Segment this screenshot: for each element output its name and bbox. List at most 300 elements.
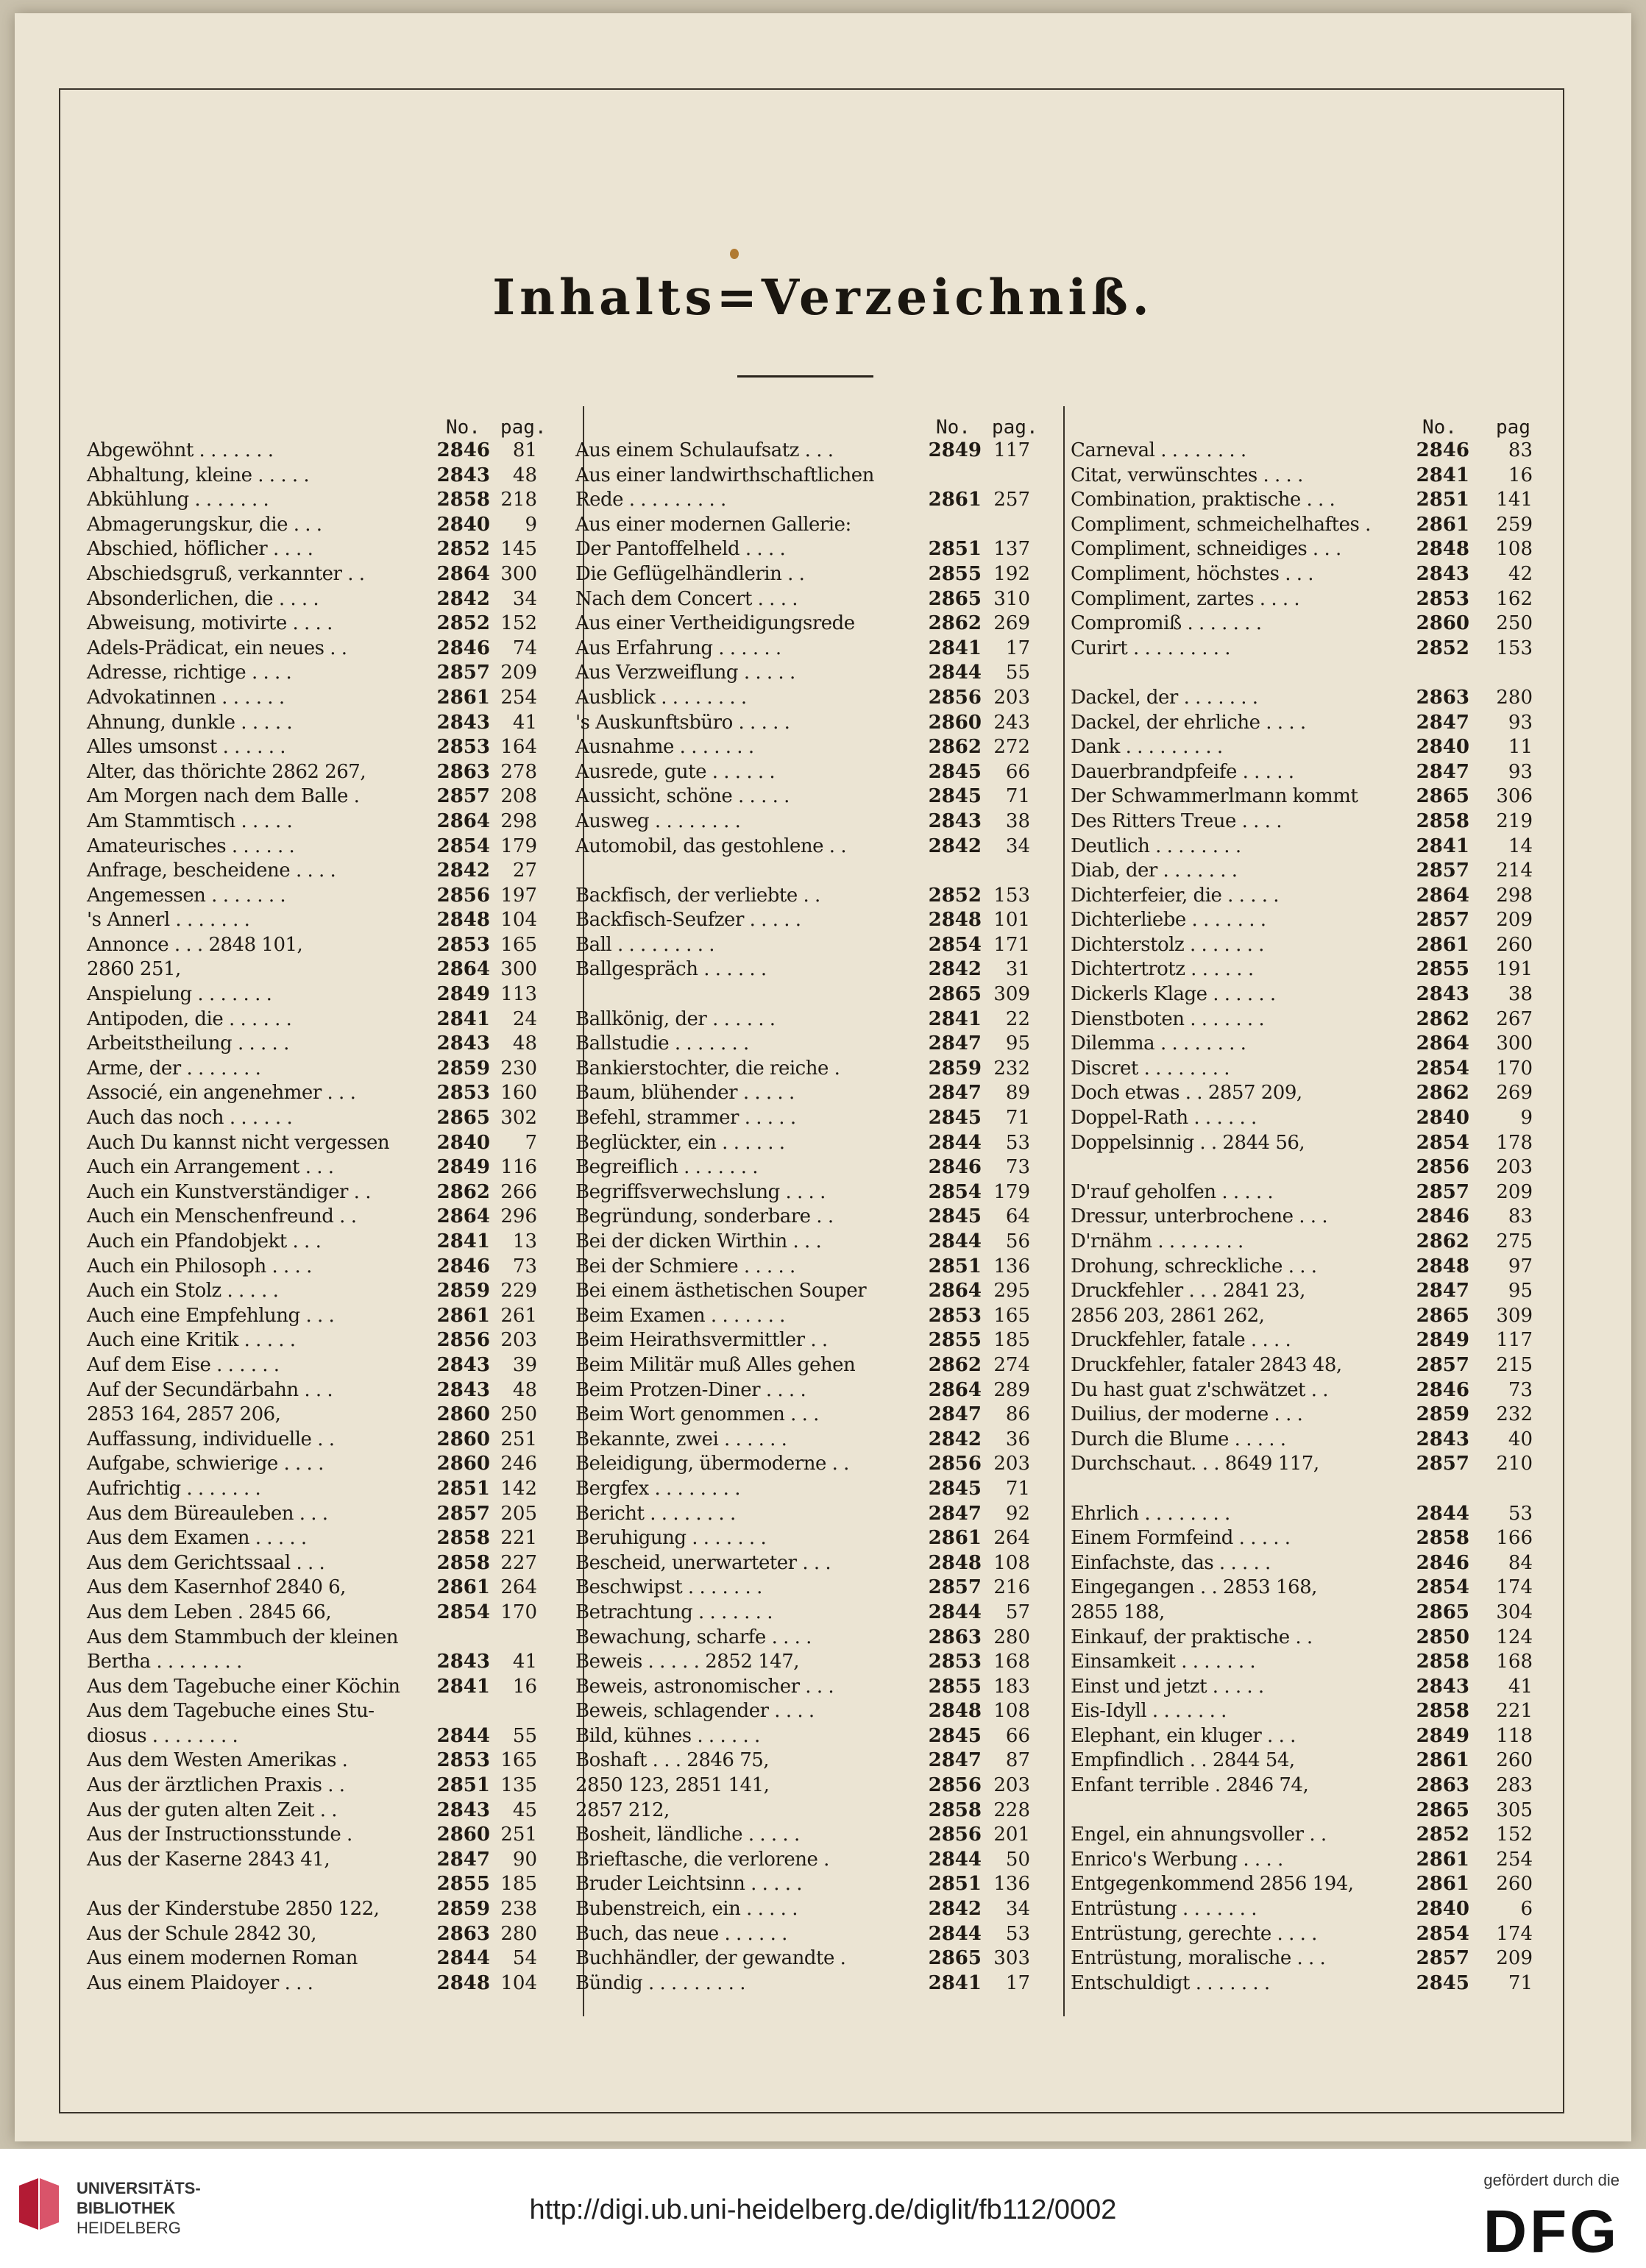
entry-page: 246 [500, 1453, 537, 1475]
entry-title: Begründung, sonderbare . . [575, 1205, 834, 1228]
index-entry [87, 1748, 558, 1773]
entry-number: 2845 [928, 760, 982, 783]
entry-page: 108 [993, 1700, 1030, 1723]
entry-number: 2865 [436, 1107, 490, 1130]
index-entry [575, 1452, 1046, 1477]
entry-number: 2843 [928, 809, 982, 832]
index-entry [87, 1328, 558, 1353]
entry-number: 2845 [928, 785, 982, 808]
entry-title: Beim Examen . . . . . . . [575, 1304, 785, 1327]
entry-title: Aus der Schule 2842 30, [87, 1922, 316, 1945]
index-entry [575, 1650, 1046, 1675]
entry-page: 192 [993, 562, 1030, 585]
entry-number: 2865 [1416, 1304, 1469, 1327]
entry-page: 203 [993, 1453, 1030, 1475]
entry-page: 22 [1005, 1007, 1030, 1030]
entry-number: 2851 [1416, 489, 1469, 511]
entry-number: 2865 [1416, 785, 1469, 808]
index-column-2 [575, 412, 1046, 1996]
header-pag: pag [1496, 417, 1530, 439]
entry-number: 2844 [436, 1724, 490, 1747]
index-entry [87, 1626, 558, 1651]
entry-title: Auch ein Philosoph . . . . [87, 1255, 312, 1277]
index-entry [87, 1106, 558, 1131]
entry-title: Nach dem Concert . . . . [575, 587, 798, 610]
entry-page: 83 [1508, 439, 1533, 461]
entry-number: 2864 [436, 809, 490, 832]
index-entry [87, 1378, 558, 1403]
entry-number: 2843 [436, 1353, 490, 1376]
entry-page: 55 [1005, 662, 1030, 684]
entry-page: 55 [512, 1724, 537, 1747]
entry-number: 2844 [1416, 1502, 1469, 1525]
index-entry [575, 1255, 1046, 1280]
entry-page: 45 [512, 1799, 537, 1821]
entry-page: 300 [500, 958, 537, 981]
index-entry [1071, 1650, 1542, 1675]
index-entry [575, 1799, 1046, 1824]
entry-number: 2846 [436, 439, 490, 461]
entry-page: 31 [1005, 958, 1030, 981]
entry-page: 174 [1496, 1922, 1533, 1945]
entry-title: Duilius, der moderne . . . [1071, 1403, 1303, 1426]
index-entry [87, 982, 558, 1007]
index-entry [87, 1081, 558, 1106]
entry-number: 2856 [928, 1453, 982, 1475]
entry-title: Dackel, der ehrliche . . . . [1071, 711, 1306, 734]
entry-title: Aus der Instructionsstunde . [87, 1824, 352, 1846]
entry-title: D'rauf geholfen . . . . . [1071, 1180, 1274, 1203]
entry-title: Bericht . . . . . . . . [575, 1502, 736, 1525]
entry-title: Associé, ein angenehmer . . . [87, 1082, 356, 1105]
entry-number: 2855 [928, 1329, 982, 1352]
entry-title: Boshaft . . . 2846 75, [575, 1749, 770, 1772]
entry-title: Advokatinnen . . . . . . [87, 686, 285, 709]
index-entry [87, 1032, 558, 1057]
index-column-3 [1071, 412, 1542, 1996]
entry-page: 295 [993, 1280, 1030, 1303]
entry-page: 136 [993, 1873, 1030, 1896]
index-entry [87, 1823, 558, 1848]
entry-number: 2843 [436, 1651, 490, 1673]
entry-number: 2857 [1416, 1180, 1469, 1203]
page-title: Inhalts=Verzeichniß. [492, 269, 1154, 326]
index-entry [1071, 1428, 1542, 1453]
index-entry [87, 809, 558, 834]
entry-page: 95 [1508, 1280, 1533, 1303]
entry-number: 2861 [1416, 513, 1469, 536]
entry-number: 2846 [1416, 1551, 1469, 1574]
entry-title: Ballgespräch . . . . . . [575, 958, 767, 981]
entry-page: 218 [500, 489, 537, 511]
index-entry [87, 957, 558, 982]
entry-number: 2860 [1416, 612, 1469, 635]
entry-number: 2859 [1416, 1403, 1469, 1426]
entry-number: 2846 [436, 637, 490, 659]
entry-number: 2843 [1416, 983, 1469, 1006]
header-pag: pag. [992, 417, 1038, 439]
source-url-link[interactable]: http://digi.ub.uni-heidelberg.de/diglit/fb112/0002 [529, 2194, 1117, 2225]
entry-title: Auch ein Kunstverständiger . . [87, 1180, 371, 1203]
entry-title: Beweis . . . . . 2852 147, [575, 1651, 800, 1673]
entry-page: 267 [1496, 1007, 1533, 1030]
index-entry [87, 1551, 558, 1576]
column-separator [1063, 406, 1065, 2016]
entry-number: 2860 [436, 1403, 490, 1426]
entry-page: 179 [993, 1180, 1030, 1203]
entry-page: 48 [512, 1032, 537, 1055]
index-entry [575, 1428, 1046, 1453]
entry-number: 2858 [436, 1527, 490, 1550]
index-entry [87, 784, 558, 809]
entry-page: 142 [500, 1477, 537, 1500]
entry-title: Abmagerungskur, die . . . [87, 513, 322, 536]
entry-number: 2856 [436, 884, 490, 907]
entry-page: 221 [500, 1527, 537, 1550]
entry-title: Abgewöhnt . . . . . . . [87, 439, 274, 461]
index-entry [87, 1971, 558, 1996]
entry-page: 168 [993, 1651, 1030, 1673]
entry-number: 2848 [1416, 1255, 1469, 1277]
footer-bar [0, 2149, 1646, 2268]
entry-page: 160 [500, 1082, 537, 1105]
entry-title: Aus einem modernen Roman [87, 1947, 358, 1970]
index-entry [1071, 1255, 1542, 1280]
entry-page: 104 [500, 909, 537, 932]
entry-page: 209 [1496, 1180, 1533, 1203]
entry-page: 296 [500, 1205, 537, 1228]
entry-page: 92 [1005, 1502, 1030, 1525]
entry-title: Doch etwas . . 2857 209, [1071, 1082, 1302, 1105]
index-entry [1071, 1773, 1542, 1799]
entry-page: 34 [1005, 834, 1030, 857]
index-entry [87, 1576, 558, 1601]
index-entry [87, 1452, 558, 1477]
entry-number: 2861 [928, 1527, 982, 1550]
dfg-logo: DFG [1483, 2198, 1620, 2265]
entry-number: 2854 [928, 933, 982, 956]
index-entry [575, 1551, 1046, 1576]
entry-title: Ausnahme . . . . . . . [575, 736, 754, 759]
entry-page: 104 [500, 1971, 537, 1994]
entry-number: 2862 [1416, 1007, 1469, 1030]
entry-title: Durchschaut. . . 8649 117, [1071, 1453, 1319, 1475]
index-entry [1071, 908, 1542, 933]
entry-number: 2860 [436, 1428, 490, 1450]
entry-number: 2859 [436, 1898, 490, 1921]
entry-title: Alter, das thörichte 2862 267, [87, 760, 366, 783]
entry-page: 264 [500, 1576, 537, 1599]
entry-title: Durch die Blume . . . . . [1071, 1428, 1286, 1450]
index-entry [575, 859, 1046, 884]
entry-page: 136 [993, 1255, 1030, 1277]
index-entry [575, 1526, 1046, 1551]
entry-title: 2860 251, [87, 958, 181, 981]
entry-number: 2852 [1416, 637, 1469, 659]
entry-title: Abhaltung, kleine . . . . . [87, 464, 310, 486]
entry-number: 2853 [436, 1749, 490, 1772]
entry-number: 2861 [1416, 1873, 1469, 1896]
entry-number: 2843 [1416, 1428, 1469, 1450]
entry-page: 56 [1005, 1230, 1030, 1252]
entry-number: 2848 [928, 909, 982, 932]
entry-page: 283 [1496, 1774, 1533, 1797]
entry-number: 2840 [1416, 736, 1469, 759]
entry-page: 145 [500, 538, 537, 561]
entry-page: 219 [1496, 809, 1533, 832]
index-entry [1071, 982, 1542, 1007]
entry-number: 2861 [436, 1576, 490, 1599]
entry-title: Backfisch-Seufzer . . . . . [575, 909, 801, 932]
entry-page: 74 [512, 637, 537, 659]
entry-number: 2858 [1416, 1700, 1469, 1723]
index-entry [1071, 933, 1542, 958]
entry-page: 41 [512, 711, 537, 734]
index-entry [1071, 1848, 1542, 1873]
entry-title: Bruder Leichtsinn . . . . . [575, 1873, 803, 1896]
index-entry [575, 612, 1046, 637]
entry-number: 2846 [1416, 1205, 1469, 1228]
entry-page: 135 [500, 1774, 537, 1797]
entry-number: 2855 [1416, 958, 1469, 981]
index-entry [575, 1823, 1046, 1848]
entry-page: 214 [1496, 860, 1533, 882]
entry-page: 36 [1005, 1428, 1030, 1450]
entry-page: 209 [500, 662, 537, 684]
entry-number: 2844 [928, 662, 982, 684]
entry-number: 2855 [436, 1873, 490, 1896]
index-entry [575, 735, 1046, 760]
index-entry [87, 1255, 558, 1280]
index-entry [575, 1081, 1046, 1106]
entry-title: Der Schwammerlmann kommt [1071, 785, 1358, 808]
entry-title: Discret . . . . . . . . [1071, 1057, 1230, 1080]
entry-number: 2858 [1416, 809, 1469, 832]
entry-number: 2854 [436, 834, 490, 857]
entry-number: 2847 [928, 1502, 982, 1525]
entry-title: Amateurisches . . . . . . [87, 834, 295, 857]
entry-number: 2847 [928, 1032, 982, 1055]
entry-number: 2843 [436, 711, 490, 734]
entry-title: Doppelsinnig . . 2844 56, [1071, 1131, 1305, 1154]
index-column-1 [87, 412, 558, 1996]
entry-number: 2842 [436, 587, 490, 610]
index-entry [575, 1328, 1046, 1353]
entry-title: Dichterfeier, die . . . . . [1071, 884, 1280, 907]
index-entry [575, 1057, 1046, 1082]
entry-page: 201 [993, 1824, 1030, 1846]
entry-page: 86 [1005, 1403, 1030, 1426]
entry-number: 2845 [1416, 1971, 1469, 1994]
index-entry [1071, 859, 1542, 884]
entry-page: 174 [1496, 1576, 1533, 1599]
index-entry [1071, 1279, 1542, 1304]
entry-page: 73 [512, 1255, 537, 1277]
entry-page: 209 [1496, 1947, 1533, 1970]
entry-page: 153 [1496, 637, 1533, 659]
entry-number: 2862 [1416, 1230, 1469, 1252]
entry-page: 238 [500, 1898, 537, 1921]
entry-title: Bewachung, scharfe . . . . [575, 1626, 812, 1648]
entry-number: 2853 [1416, 587, 1469, 610]
entry-page: 305 [1496, 1799, 1533, 1821]
index-entry [1071, 661, 1542, 686]
entry-title: Auch eine Kritik . . . . . [87, 1329, 296, 1352]
entry-title: Annonce . . . 2848 101, [87, 933, 303, 956]
index-entry [1071, 1946, 1542, 1971]
entry-title: Ehrlich . . . . . . . . [1071, 1502, 1230, 1525]
entry-page: 309 [993, 983, 1030, 1006]
entry-page: 90 [512, 1848, 537, 1871]
entry-title: Brieftasche, die verlorene . [575, 1848, 829, 1871]
index-entry [87, 1872, 558, 1897]
entry-page: 42 [1508, 562, 1533, 585]
index-entry [1071, 439, 1542, 464]
index-entry [575, 587, 1046, 612]
entry-page: 275 [1496, 1230, 1533, 1252]
entry-page: 83 [1508, 1205, 1533, 1228]
entry-page: 310 [993, 587, 1030, 610]
index-entry [1071, 1230, 1542, 1255]
entry-title: Arme, der . . . . . . . [87, 1057, 261, 1080]
entry-title: Aus der Kinderstube 2850 122, [87, 1898, 380, 1921]
entry-number: 2856 [436, 1329, 490, 1352]
index-entry [1071, 809, 1542, 834]
entry-title: Druckfehler . . . 2841 23, [1071, 1280, 1305, 1303]
entry-page: 170 [1496, 1057, 1533, 1080]
entry-number: 2854 [1416, 1922, 1469, 1945]
entry-number: 2864 [928, 1280, 982, 1303]
entry-page: 257 [993, 489, 1030, 511]
entry-title: Beglückter, ein . . . . . . [575, 1131, 785, 1154]
index-entry [1071, 537, 1542, 562]
entry-title: Bankierstochter, die reiche . [575, 1057, 840, 1080]
entry-number: 2851 [928, 1255, 982, 1277]
index-entry [87, 1007, 558, 1032]
entry-page: 38 [1005, 809, 1030, 832]
entry-number: 2843 [436, 464, 490, 486]
entry-title: Aus dem Westen Amerikas . [87, 1749, 348, 1772]
entry-page: 203 [993, 686, 1030, 709]
entry-title: Einfachste, das . . . . . [1071, 1551, 1271, 1574]
entry-number: 2844 [928, 1601, 982, 1623]
entry-title: Drohung, schreckliche . . . [1071, 1255, 1317, 1277]
index-entry [87, 1799, 558, 1824]
entry-title: Backfisch, der verliebte . . [575, 884, 820, 907]
entry-title: Beweis, astronomischer . . . [575, 1675, 834, 1698]
entry-title: Beim Militär muß Alles gehen [575, 1353, 856, 1376]
entry-title: Des Ritters Treue . . . . [1071, 809, 1282, 832]
index-entry [87, 1180, 558, 1205]
entry-title: Arbeitstheilung . . . . . [87, 1032, 289, 1055]
entry-page: 71 [1508, 1971, 1533, 1994]
entry-number: 2847 [928, 1749, 982, 1772]
index-entry [87, 933, 558, 958]
index-entry [575, 1304, 1046, 1329]
entry-title: Abkühlung . . . . . . . [87, 489, 269, 511]
entry-title: Aus dem Leben . 2845 66, [87, 1601, 332, 1623]
entry-title: Auch ein Stolz . . . . . [87, 1280, 279, 1303]
entry-page: 205 [500, 1502, 537, 1525]
entry-page: 250 [500, 1403, 537, 1426]
entry-title: Abschiedsgruß, verkannter . . [87, 562, 365, 585]
entry-number: 2864 [1416, 884, 1469, 907]
entry-page: 179 [500, 834, 537, 857]
entry-page: 261 [500, 1304, 537, 1327]
entry-page: 298 [500, 809, 537, 832]
entry-number: 2857 [1416, 860, 1469, 882]
entry-number: 2856 [928, 1824, 982, 1846]
entry-number: 2852 [436, 538, 490, 561]
entry-page: 54 [512, 1947, 537, 1970]
entry-number: 2863 [436, 1922, 490, 1945]
entry-page: 137 [993, 538, 1030, 561]
index-entry [575, 464, 1046, 489]
index-entry [575, 760, 1046, 785]
library-name-line: HEIDELBERG [77, 2219, 181, 2237]
index-entry [575, 982, 1046, 1007]
index-entry [1071, 1823, 1542, 1848]
index-entry [575, 1946, 1046, 1971]
index-entry [575, 1155, 1046, 1180]
entry-page: 40 [1508, 1428, 1533, 1450]
entry-number: 2858 [1416, 1527, 1469, 1550]
entry-page: 97 [1508, 1255, 1533, 1277]
entry-title: Aufgabe, schwierige . . . . [87, 1453, 324, 1475]
entry-number: 2853 [436, 933, 490, 956]
entry-page: 48 [512, 1378, 537, 1401]
index-entry [1071, 562, 1542, 587]
index-entry [1071, 1353, 1542, 1378]
entry-number: 2849 [928, 439, 982, 461]
entry-page: 203 [500, 1329, 537, 1352]
entry-title: Beruhigung . . . . . . . [575, 1527, 767, 1550]
entry-number: 2863 [1416, 686, 1469, 709]
index-entry [575, 1477, 1046, 1502]
entry-number: 2859 [436, 1280, 490, 1303]
entry-number: 2847 [1416, 1280, 1469, 1303]
entry-number: 2854 [436, 1601, 490, 1623]
entry-number: 2854 [1416, 1131, 1469, 1154]
entry-title: Compliment, höchstes . . . [1071, 562, 1314, 585]
index-entry [1071, 735, 1542, 760]
index-entry [1071, 1526, 1542, 1551]
index-entry [87, 1230, 558, 1255]
entry-number: 2857 [436, 662, 490, 684]
entry-title: Bubenstreich, ein . . . . . [575, 1898, 798, 1921]
entry-number: 2845 [928, 1477, 982, 1500]
entry-number: 2851 [928, 1873, 982, 1896]
index-entry [87, 1353, 558, 1378]
index-entry [87, 612, 558, 637]
entry-title: Aussicht, schöne . . . . . [575, 785, 790, 808]
entry-number: 2848 [928, 1700, 982, 1723]
entry-title: Anfrage, bescheidene . . . . [87, 860, 336, 882]
entry-title: 's Auskunftsbüro . . . . . [575, 711, 790, 734]
index-entry [575, 1971, 1046, 1996]
entry-title: Bild, kühnes . . . . . . [575, 1724, 760, 1747]
index-entry [575, 1699, 1046, 1724]
entry-number: 2849 [1416, 1724, 1469, 1747]
entry-number: 2848 [1416, 538, 1469, 561]
entry-page: 170 [500, 1601, 537, 1623]
entry-title: Combination, praktische . . . [1071, 489, 1335, 511]
entry-title: Dauerbrandpfeife . . . . . [1071, 760, 1294, 783]
entry-number: 2858 [1416, 1651, 1469, 1673]
entry-title: Aus dem Gerichtssaal . . . [87, 1551, 325, 1574]
entry-page: 17 [1005, 1971, 1030, 1994]
entry-page: 302 [500, 1107, 537, 1130]
